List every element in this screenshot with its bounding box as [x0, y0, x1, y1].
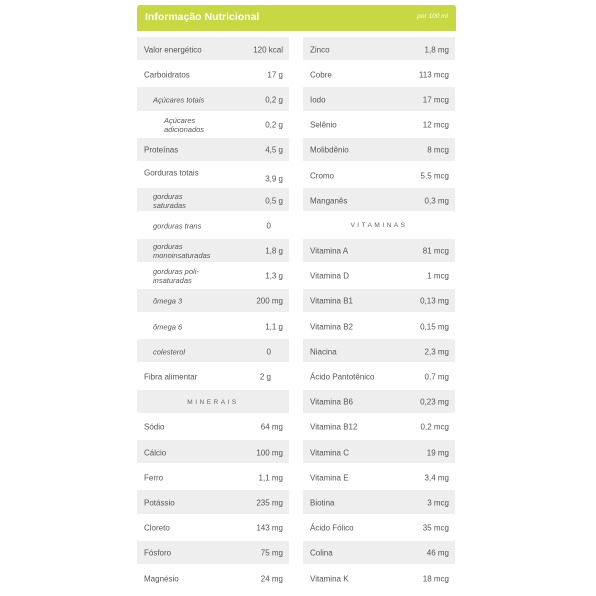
- table-row: [137, 138, 289, 163]
- nutrient-value: 81 mcg: [422, 246, 449, 256]
- nutrient-label: Colina: [310, 548, 333, 558]
- table-row: [137, 264, 289, 289]
- nutrient-label: Vitamina B1: [310, 296, 353, 306]
- nutrient-label: gorduras poli-insaturadas: [153, 267, 199, 286]
- nutrient-value: 4,5 g: [265, 145, 283, 155]
- nutrient-value: 1,1 g: [265, 322, 283, 332]
- table-row: [303, 37, 455, 62]
- table-row: [303, 314, 455, 339]
- table-row: [303, 390, 455, 415]
- nutrient-label: Vitamina K: [310, 574, 349, 584]
- table-row: [137, 364, 289, 389]
- table-row: [137, 213, 289, 238]
- nutrient-value: 17 mcg: [422, 95, 449, 105]
- nutrient-label: Vitamina E: [310, 473, 349, 483]
- nutrient-value: 12 mcg: [422, 120, 449, 130]
- table-row: [137, 239, 289, 264]
- nutrient-label: Cálcio: [144, 448, 167, 458]
- nutrient-value: 1,8 g: [265, 246, 283, 256]
- nutrient-value: 17 g: [267, 70, 283, 80]
- table-row: [137, 188, 289, 213]
- serving-unit: por 100 ml: [417, 13, 448, 20]
- nutrient-label: Cobre: [310, 70, 332, 80]
- nutrient-label: Cloreto: [144, 523, 170, 533]
- nutrient-label: Magnésio: [144, 574, 179, 584]
- table-row: [303, 566, 455, 591]
- nutrient-value: 0: [266, 347, 271, 357]
- nutrient-value: 143 mg: [256, 523, 283, 533]
- nutrient-label: gorduras trans: [153, 221, 202, 231]
- nutrient-value: 113 mcg: [418, 70, 449, 80]
- nutrient-label: gorduras monoinsaturadas: [153, 242, 211, 261]
- nutrient-label: Cromo: [310, 171, 335, 181]
- nutrient-label: Fósforo: [144, 548, 172, 558]
- table-row: [303, 490, 455, 515]
- nutrient-value: 0,2 mcg: [420, 422, 449, 432]
- nutrient-label: Zinco: [310, 45, 330, 55]
- nutrition-title: Informação Nutricional: [145, 11, 260, 23]
- nutrient-label: colesterol: [153, 347, 186, 357]
- nutrient-value: 3,9 g: [265, 174, 283, 184]
- nutrient-label: Ácido Fólico: [310, 523, 354, 533]
- table-row: [137, 163, 289, 188]
- nutrient-value: 1,8 mg: [424, 45, 449, 55]
- nutrient-label: Vitamina C: [310, 448, 349, 458]
- table-row: [137, 339, 289, 364]
- table-row: [303, 87, 455, 112]
- nutrient-value: 5,5 mcg: [420, 171, 449, 181]
- nutrient-value: 64 mg: [260, 422, 283, 432]
- nutrient-value: 0,2 g: [265, 120, 283, 130]
- nutrient-value: 2,3 mg: [424, 347, 449, 357]
- nutrient-value: 24 mg: [260, 574, 283, 584]
- nutrient-value: 18 mcg: [422, 574, 449, 584]
- nutrient-label: Vitamina B12: [310, 422, 358, 432]
- nutrient-label: Potássio: [144, 498, 175, 508]
- table-row: [303, 440, 455, 465]
- nutrient-value: 200 mg: [256, 296, 283, 306]
- nutrient-label: Biotina: [310, 498, 335, 508]
- section-heading-vitaminas: VITAMINAS: [350, 222, 408, 230]
- table-row: [137, 490, 289, 515]
- nutrient-label: Vitamina A: [310, 246, 349, 256]
- nutrient-value: 19 mg: [426, 448, 449, 458]
- section-heading-minerais: MINERAIS: [137, 390, 289, 415]
- table-row: [303, 289, 455, 314]
- nutrition-header: [137, 5, 456, 31]
- nutrient-label: Fibra alimentar: [144, 372, 198, 382]
- nutrient-value: 0: [266, 221, 271, 231]
- nutrient-label: Vitamina D: [310, 271, 349, 281]
- table-row: [137, 62, 289, 87]
- nutrient-label: gorduras saturadas: [153, 191, 186, 210]
- nutrient-value: 35 mcg: [422, 523, 449, 533]
- table-row: [303, 415, 455, 440]
- table-row: [303, 239, 455, 264]
- nutrient-value: 235 mg: [256, 498, 283, 508]
- table-row: [137, 516, 289, 541]
- nutrient-label: Molibdênio: [310, 145, 349, 155]
- nutrient-value: 100 mg: [256, 448, 283, 458]
- nutrient-value: 2 g: [259, 372, 271, 382]
- table-row: [137, 87, 289, 112]
- nutrient-label: Selênio: [310, 120, 337, 130]
- table-row: [137, 465, 289, 490]
- table-row: [303, 339, 455, 364]
- table-row: [137, 541, 289, 566]
- table-row: [303, 364, 455, 389]
- table-row: [303, 516, 455, 541]
- nutrient-value: 0,23 mg: [420, 397, 449, 407]
- nutrient-value: 1,3 g: [265, 271, 283, 281]
- nutrient-label: Manganês: [310, 196, 348, 206]
- nutrient-value: 1 mcg: [427, 271, 449, 281]
- nutrient-value: 0,5 g: [265, 196, 283, 206]
- nutrient-value: 1,1 mg: [258, 473, 283, 483]
- nutrient-value: 8 mcg: [427, 145, 449, 155]
- nutrient-label: Açúcares totais: [153, 95, 205, 105]
- nutrient-label: Valor energético: [144, 45, 202, 55]
- nutrient-label: Ferro: [144, 473, 164, 483]
- nutrient-value: 120 kcal: [253, 45, 283, 55]
- left-column: [137, 37, 289, 591]
- nutrient-value: 0,7 mg: [424, 372, 449, 382]
- nutrient-value: 3 mcg: [427, 498, 449, 508]
- nutrient-value: 0,13 mg: [420, 296, 449, 306]
- table-row: [137, 37, 289, 62]
- nutrient-label: ômega 6: [153, 322, 183, 332]
- nutrient-label: Iodo: [310, 95, 326, 105]
- table-row: [303, 163, 455, 188]
- table-row: [303, 465, 455, 490]
- table-row: [303, 541, 455, 566]
- right-column: [303, 37, 455, 591]
- table-row: [137, 566, 289, 591]
- nutrient-label: Carboidratos: [144, 70, 190, 80]
- table-row: [137, 289, 289, 314]
- table-row: [137, 440, 289, 465]
- nutrient-value: 0,2 g: [265, 95, 283, 105]
- table-row: [137, 415, 289, 440]
- table-row: [137, 314, 289, 339]
- table-row: [303, 188, 455, 213]
- nutrient-value: 0,3 mg: [424, 196, 449, 206]
- table-row: [303, 138, 455, 163]
- nutrient-label: Sódio: [144, 422, 165, 432]
- nutrient-label: Vitamina B6: [310, 397, 353, 407]
- nutrient-label: Proteínas: [144, 145, 179, 155]
- nutrient-label: Ácido Pantotênico: [310, 372, 375, 382]
- nutrient-label: Gorduras totais: [144, 168, 199, 178]
- nutrient-value: 75 mg: [260, 548, 283, 558]
- nutrient-label: ômega 3: [153, 296, 183, 306]
- table-row: [303, 264, 455, 289]
- nutrient-value: 0,15 mg: [420, 322, 449, 332]
- table-row: [303, 62, 455, 87]
- table-row: [303, 113, 455, 138]
- nutrient-label: Açúcares adicionados: [164, 116, 205, 135]
- nutrient-label: Niacina: [310, 347, 337, 357]
- nutrient-label: Vitamina B2: [310, 322, 353, 332]
- nutrient-value: 3,4 mg: [424, 473, 449, 483]
- table-row: [137, 113, 289, 138]
- nutrient-value: 46 mg: [426, 548, 449, 558]
